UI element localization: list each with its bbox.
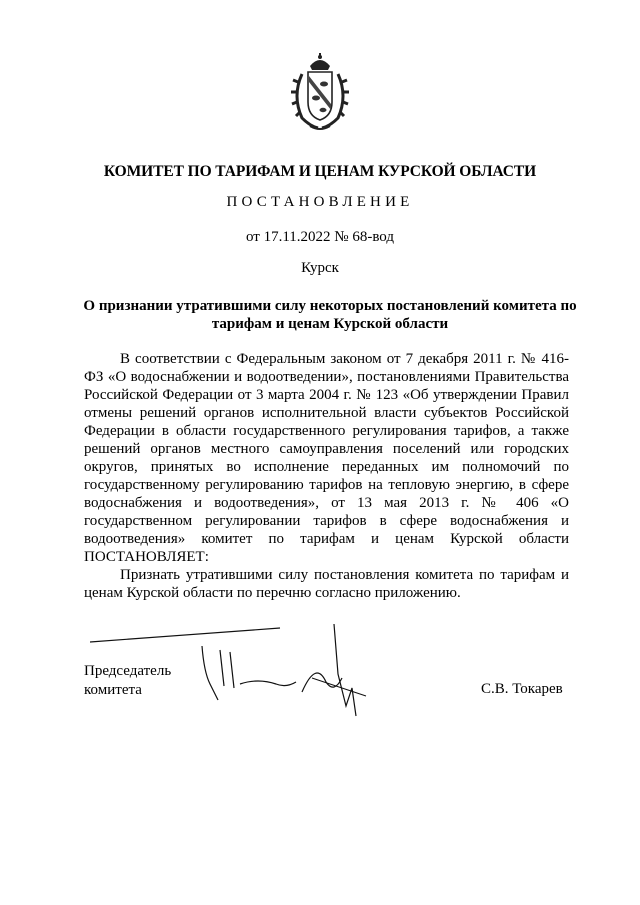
signatory-position-line2: комитета [84,682,142,698]
city: Курск [301,260,339,276]
signatory-position [84,662,171,700]
document-title: О признании утратившими силу некоторых постановлений комитета по тарифам и ценам Курской области [83,298,577,332]
document-body [84,350,569,602]
body-paragraph-2: Признать утратившими силу постановления комитета по тарифам и ценам Курской области по перечню согласно приложению. [84,567,569,601]
organization-name: КОМИТЕТ ПО ТАРИФАМ И ЦЕНАМ КУРСКОЙ ОБЛАСТИ [103,163,537,180]
body-paragraph-1: В соответствии с Федеральным законом от 7 декабря 2011 г. № 416-ФЗ «О водоснабжении и водоотведении», постановлениями Правительства Российской Федерации от 3 марта 2004 г. № 123 «Об утверждении Правил отмены решений органов исполнительной власти субъектов Российской Федерации в области государственного регулирования тарифов, а также решений органов местного самоуправления поселений или городских округов, принятых во исполнение переданных им полномочий по государственному регулированию тарифов на тепловую энергию, в сфере водоснабжения и водоотведения», от 13 мая 2013 г. № 406 «О государственном регулировании тарифов в сфере водоснабжения и водоотведения» комитет по тарифам и ценам Курской области ПОСТАНОВЛЯЕТ: [84,351,569,565]
coat-of-arms-icon [288,52,352,132]
document-type: ПОСТАНОВЛЕНИЕ [226,194,414,210]
signatory-name: С.В. Токарев [481,681,563,697]
signatory-position-line1: Председатель [84,663,172,679]
date-number: от 17.11.2022 № 68-вод [245,229,395,245]
